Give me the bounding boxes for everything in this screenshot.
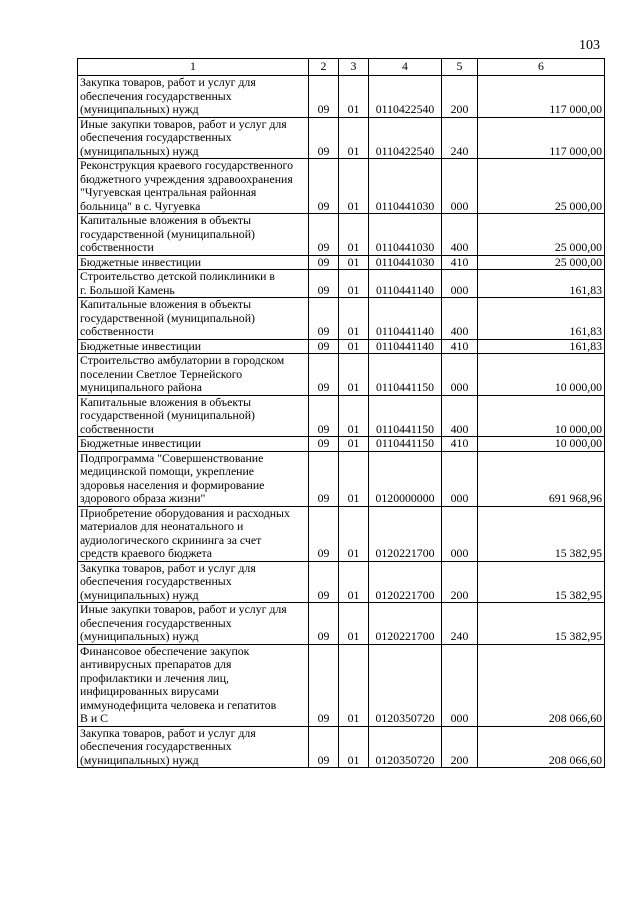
section-code-cell: 09 bbox=[309, 726, 339, 768]
table-row bbox=[78, 561, 605, 603]
target-article-cell: 0120221700 bbox=[369, 561, 442, 603]
section-code-cell: 09 bbox=[309, 270, 339, 298]
table-row bbox=[78, 339, 605, 354]
section-code-cell: 09 bbox=[309, 354, 339, 396]
header-cell: 3 bbox=[339, 59, 369, 76]
row-name-cell: Приобретение оборудования и расходных материалов для неонатального и аудиологического скрининга за счет средств краевого бюджета bbox=[78, 506, 309, 561]
row-name-cell: Иные закупки товаров, работ и услуг для обеспечения государственных (муниципальных) нужд bbox=[78, 603, 309, 645]
table-row bbox=[78, 437, 605, 452]
subsection-code-cell: 01 bbox=[339, 117, 369, 159]
target-article-cell: 0120350720 bbox=[369, 644, 442, 726]
subsection-code-cell: 01 bbox=[339, 255, 369, 270]
expense-type-cell: 400 bbox=[442, 298, 478, 340]
row-name-cell: Подпрограмма "Совершенствование медицинской помощи, укрепление здоровья населения и формирование здорового образа жизни" bbox=[78, 451, 309, 506]
section-code-cell: 09 bbox=[309, 561, 339, 603]
section-code-cell: 09 bbox=[309, 395, 339, 437]
target-article-cell: 0120221700 bbox=[369, 506, 442, 561]
expense-type-cell: 400 bbox=[442, 395, 478, 437]
expense-type-cell: 200 bbox=[442, 76, 478, 118]
expense-type-cell: 000 bbox=[442, 159, 478, 214]
amount-cell: 161,83 bbox=[478, 339, 605, 354]
target-article-cell: 0110441140 bbox=[369, 339, 442, 354]
subsection-code-cell: 01 bbox=[339, 506, 369, 561]
subsection-code-cell: 01 bbox=[339, 451, 369, 506]
subsection-code-cell: 01 bbox=[339, 298, 369, 340]
section-code-cell: 09 bbox=[309, 76, 339, 118]
row-name-cell: Закупка товаров, работ и услуг для обеспечения государственных (муниципальных) нужд bbox=[78, 726, 309, 768]
row-name-cell: Закупка товаров, работ и услуг для обеспечения государственных (муниципальных) нужд bbox=[78, 561, 309, 603]
expense-type-cell: 000 bbox=[442, 451, 478, 506]
table-row bbox=[78, 726, 605, 768]
amount-cell: 117 000,00 bbox=[478, 76, 605, 118]
expense-type-cell: 410 bbox=[442, 437, 478, 452]
row-name-cell: Реконструкция краевого государственного бюджетного учреждения здравоохранения "Чугуевская центральная районная больница" в с. Чугуевка bbox=[78, 159, 309, 214]
table-row bbox=[78, 159, 605, 214]
header-cell: 6 bbox=[478, 59, 605, 76]
expense-type-cell: 240 bbox=[442, 603, 478, 645]
expense-type-cell: 000 bbox=[442, 354, 478, 396]
header-cell: 1 bbox=[78, 59, 309, 76]
row-name-cell: Капитальные вложения в объекты государственной (муниципальной) собственности bbox=[78, 298, 309, 340]
amount-cell: 208 066,60 bbox=[478, 726, 605, 768]
amount-cell: 10 000,00 bbox=[478, 437, 605, 452]
amount-cell: 25 000,00 bbox=[478, 214, 605, 256]
header-cell: 4 bbox=[369, 59, 442, 76]
amount-cell: 15 382,95 bbox=[478, 561, 605, 603]
expense-type-cell: 400 bbox=[442, 214, 478, 256]
subsection-code-cell: 01 bbox=[339, 270, 369, 298]
target-article-cell: 0110422540 bbox=[369, 117, 442, 159]
row-name-cell: Капитальные вложения в объекты государственной (муниципальной) собственности bbox=[78, 395, 309, 437]
expense-type-cell: 200 bbox=[442, 726, 478, 768]
table-row bbox=[78, 298, 605, 340]
subsection-code-cell: 01 bbox=[339, 395, 369, 437]
amount-cell: 117 000,00 bbox=[478, 117, 605, 159]
header-row bbox=[78, 59, 605, 76]
row-name-cell: Капитальные вложения в объекты государственной (муниципальной) собственности bbox=[78, 214, 309, 256]
section-code-cell: 09 bbox=[309, 506, 339, 561]
amount-cell: 10 000,00 bbox=[478, 354, 605, 396]
amount-cell: 161,83 bbox=[478, 270, 605, 298]
amount-cell: 25 000,00 bbox=[478, 159, 605, 214]
subsection-code-cell: 01 bbox=[339, 437, 369, 452]
table-row bbox=[78, 354, 605, 396]
section-code-cell: 09 bbox=[309, 255, 339, 270]
target-article-cell: 0110441150 bbox=[369, 354, 442, 396]
expense-type-cell: 410 bbox=[442, 255, 478, 270]
table-row bbox=[78, 451, 605, 506]
target-article-cell: 0110422540 bbox=[369, 76, 442, 118]
row-name-cell: Бюджетные инвестиции bbox=[78, 255, 309, 270]
target-article-cell: 0120000000 bbox=[369, 451, 442, 506]
subsection-code-cell: 01 bbox=[339, 159, 369, 214]
subsection-code-cell: 01 bbox=[339, 339, 369, 354]
section-code-cell: 09 bbox=[309, 117, 339, 159]
subsection-code-cell: 01 bbox=[339, 726, 369, 768]
header-cell: 2 bbox=[309, 59, 339, 76]
table-row bbox=[78, 255, 605, 270]
section-code-cell: 09 bbox=[309, 298, 339, 340]
row-name-cell: Иные закупки товаров, работ и услуг для обеспечения государственных (муниципальных) нужд bbox=[78, 117, 309, 159]
section-code-cell: 09 bbox=[309, 339, 339, 354]
target-article-cell: 0120221700 bbox=[369, 603, 442, 645]
section-code-cell: 09 bbox=[309, 214, 339, 256]
row-name-cell: Финансовое обеспечение закупок антивирусных препаратов для профилактики и лечения лиц, инфицированных вирусами иммунодефицита человека и гепатитов В и С bbox=[78, 644, 309, 726]
amount-cell: 161,83 bbox=[478, 298, 605, 340]
amount-cell: 25 000,00 bbox=[478, 255, 605, 270]
target-article-cell: 0120350720 bbox=[369, 726, 442, 768]
table-row bbox=[78, 214, 605, 256]
table-row bbox=[78, 395, 605, 437]
section-code-cell: 09 bbox=[309, 451, 339, 506]
table-row bbox=[78, 270, 605, 298]
subsection-code-cell: 01 bbox=[339, 603, 369, 645]
page-number: 103 bbox=[579, 38, 600, 53]
target-article-cell: 0110441150 bbox=[369, 395, 442, 437]
subsection-code-cell: 01 bbox=[339, 644, 369, 726]
subsection-code-cell: 01 bbox=[339, 214, 369, 256]
target-article-cell: 0110441150 bbox=[369, 437, 442, 452]
amount-cell: 208 066,60 bbox=[478, 644, 605, 726]
table-row bbox=[78, 117, 605, 159]
target-article-cell: 0110441030 bbox=[369, 255, 442, 270]
section-code-cell: 09 bbox=[309, 437, 339, 452]
expense-type-cell: 000 bbox=[442, 506, 478, 561]
table-row bbox=[78, 644, 605, 726]
header-cell: 5 bbox=[442, 59, 478, 76]
subsection-code-cell: 01 bbox=[339, 561, 369, 603]
row-name-cell: Строительство амбулатории в городском поселении Светлое Тернейского муниципального района bbox=[78, 354, 309, 396]
target-article-cell: 0110441030 bbox=[369, 159, 442, 214]
section-code-cell: 09 bbox=[309, 159, 339, 214]
amount-cell: 691 968,96 bbox=[478, 451, 605, 506]
table-row bbox=[78, 76, 605, 118]
amount-cell: 15 382,95 bbox=[478, 603, 605, 645]
table-row bbox=[78, 506, 605, 561]
row-name-cell: Закупка товаров, работ и услуг для обеспечения государственных (муниципальных) нужд bbox=[78, 76, 309, 118]
subsection-code-cell: 01 bbox=[339, 354, 369, 396]
subsection-code-cell: 01 bbox=[339, 76, 369, 118]
target-article-cell: 0110441140 bbox=[369, 298, 442, 340]
target-article-cell: 0110441030 bbox=[369, 214, 442, 256]
expense-type-cell: 000 bbox=[442, 270, 478, 298]
section-code-cell: 09 bbox=[309, 644, 339, 726]
row-name-cell: Строительство детской поликлиники в г. Большой Камень bbox=[78, 270, 309, 298]
target-article-cell: 0110441140 bbox=[369, 270, 442, 298]
section-code-cell: 09 bbox=[309, 603, 339, 645]
amount-cell: 15 382,95 bbox=[478, 506, 605, 561]
expense-type-cell: 000 bbox=[442, 644, 478, 726]
expense-type-cell: 200 bbox=[442, 561, 478, 603]
row-name-cell: Бюджетные инвестиции bbox=[78, 437, 309, 452]
expense-type-cell: 240 bbox=[442, 117, 478, 159]
amount-cell: 10 000,00 bbox=[478, 395, 605, 437]
expense-type-cell: 410 bbox=[442, 339, 478, 354]
table-row bbox=[78, 603, 605, 645]
budget-table bbox=[77, 58, 605, 768]
row-name-cell: Бюджетные инвестиции bbox=[78, 339, 309, 354]
